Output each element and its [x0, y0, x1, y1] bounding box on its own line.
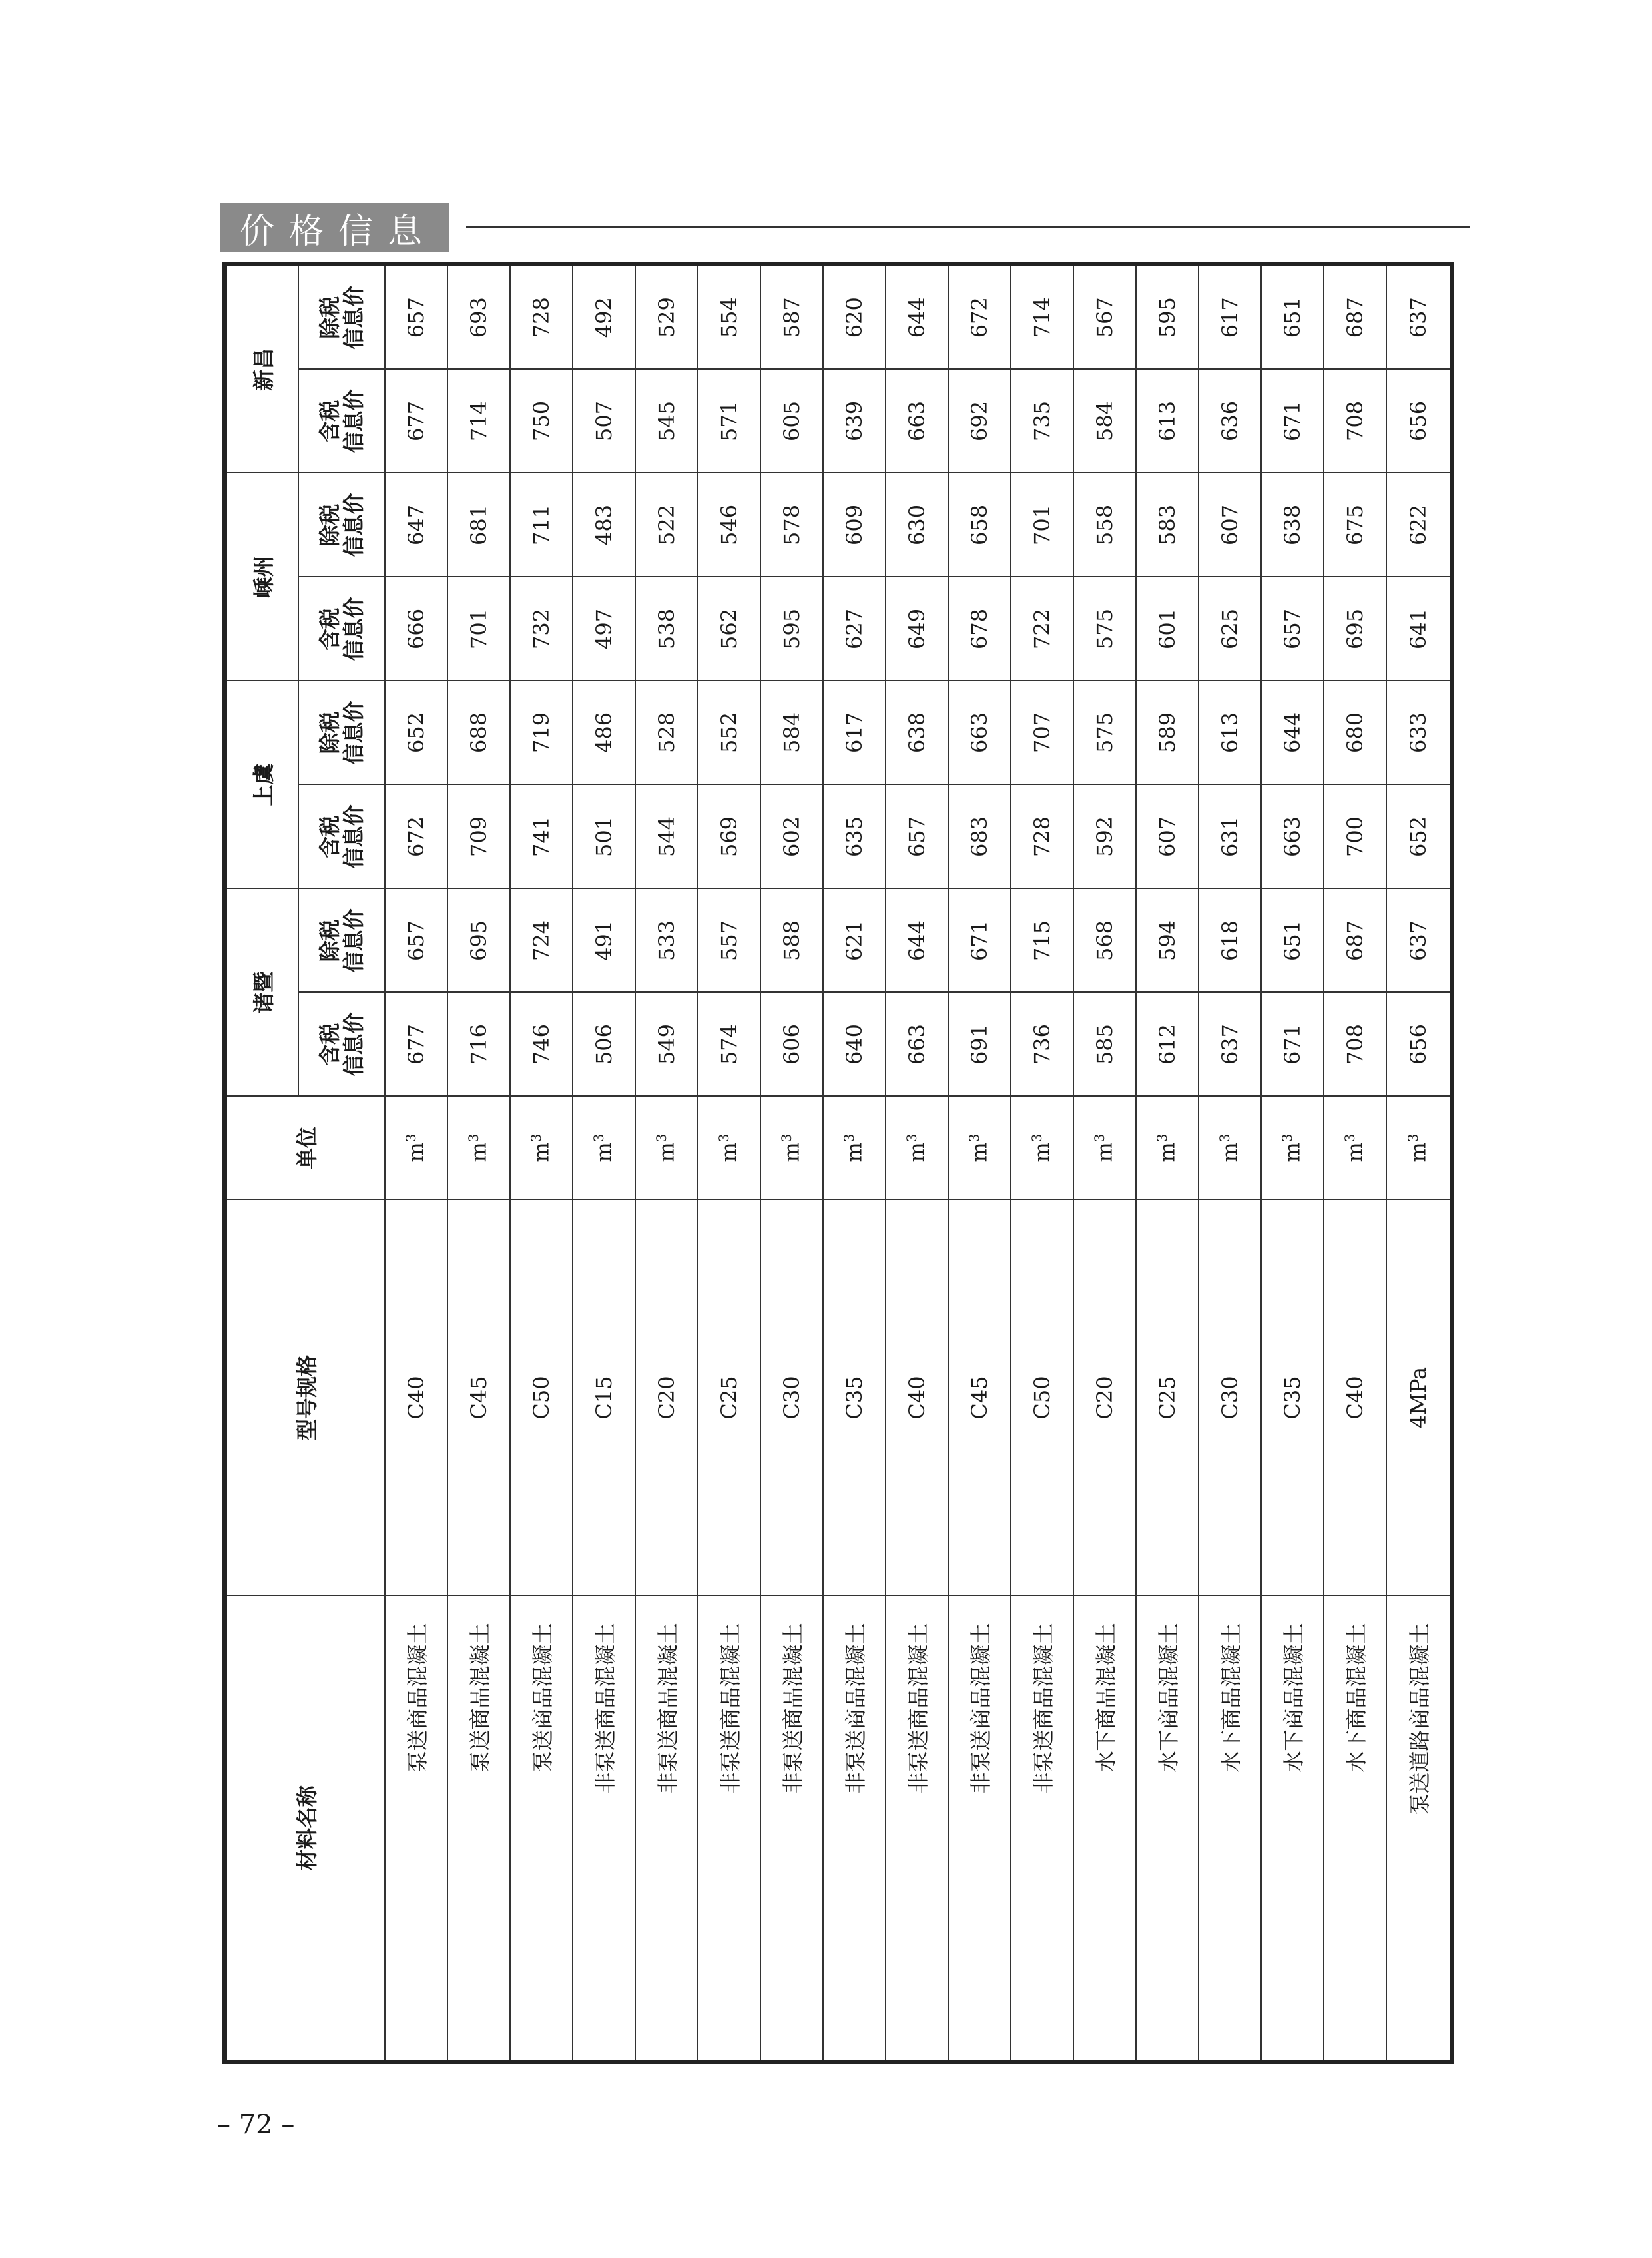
unit-base: m — [1279, 1142, 1305, 1163]
unit-base: m — [1091, 1142, 1117, 1163]
price-cell: 709 — [447, 784, 510, 888]
unit-exponent: 3 — [591, 1133, 607, 1143]
price-cell: 501 — [573, 784, 635, 888]
price-cell: 735 — [1011, 369, 1073, 473]
table-row — [1011, 264, 1073, 2062]
price-cell: 639 — [823, 369, 886, 473]
price-cell: 549 — [635, 993, 698, 1097]
header-tax-included — [298, 369, 385, 473]
price-cell: 651 — [1261, 888, 1324, 992]
unit-exponent: 3 — [966, 1133, 983, 1143]
header-text: 含税 — [316, 815, 342, 858]
price-cell: 587 — [760, 264, 823, 369]
price-cell: 636 — [1199, 369, 1261, 473]
price-cell: 695 — [447, 888, 510, 992]
spec-cell: C15 — [573, 1200, 635, 1596]
unit-exponent: 3 — [1154, 1133, 1171, 1143]
price-cell: 533 — [635, 888, 698, 992]
price-cell: 594 — [1136, 888, 1199, 992]
price-cell: 722 — [1011, 577, 1073, 681]
price-cell: 557 — [698, 888, 760, 992]
unit-cell — [1386, 1097, 1452, 1200]
price-cell: 609 — [823, 473, 886, 577]
spec-cell: C25 — [698, 1200, 760, 1596]
price-cell: 595 — [760, 577, 823, 681]
material-name: 水下商品混凝土 — [1324, 1596, 1386, 2062]
material-name: 非泵送商品混凝土 — [698, 1596, 760, 2062]
table-row — [573, 264, 635, 2062]
header-tax-excluded — [298, 473, 385, 577]
price-cell: 657 — [1261, 577, 1324, 681]
price-cell: 657 — [385, 264, 447, 369]
price-cell: 672 — [385, 784, 447, 888]
price-cell: 635 — [823, 784, 886, 888]
unit-base: m — [465, 1142, 491, 1163]
header-rule — [466, 226, 1470, 228]
price-cell: 569 — [698, 784, 760, 888]
unit-base: m — [403, 1142, 429, 1163]
unit-base: m — [1342, 1142, 1368, 1163]
price-cell: 687 — [1324, 888, 1386, 992]
header-tax-excluded — [298, 681, 385, 784]
price-cell: 627 — [823, 577, 886, 681]
price-cell: 707 — [1011, 681, 1073, 784]
price-cell: 715 — [1011, 888, 1073, 992]
unit-exponent: 3 — [778, 1133, 795, 1143]
price-cell: 578 — [760, 473, 823, 577]
spec-cell: C25 — [1136, 1200, 1199, 1596]
price-cell: 663 — [886, 993, 948, 1097]
unit-exponent: 3 — [904, 1133, 920, 1143]
unit-base: m — [1217, 1142, 1242, 1163]
unit-exponent: 3 — [1279, 1133, 1296, 1143]
header-text: 除税 — [316, 711, 342, 754]
price-cell: 507 — [573, 369, 635, 473]
price-cell: 741 — [510, 784, 573, 888]
unit-base: m — [1406, 1142, 1432, 1163]
price-cell: 506 — [573, 993, 635, 1097]
price-cell: 675 — [1324, 473, 1386, 577]
spec-cell: C30 — [760, 1200, 823, 1596]
spec-cell: C45 — [948, 1200, 1011, 1596]
header-text: 除税 — [316, 503, 342, 547]
unit-cell — [573, 1097, 635, 1200]
price-cell: 637 — [1386, 888, 1452, 992]
header-text: 信息价 — [340, 597, 366, 661]
price-cell: 602 — [760, 784, 823, 888]
material-name: 非泵送商品混凝土 — [760, 1596, 823, 2062]
price-cell: 678 — [948, 577, 1011, 681]
header-text: 除税 — [316, 296, 342, 339]
material-name: 泵送商品混凝土 — [510, 1596, 573, 2062]
unit-base: m — [841, 1142, 867, 1163]
unit-base: m — [1154, 1142, 1180, 1163]
header-material-name: 材料名称 — [225, 1596, 385, 2062]
price-cell: 601 — [1136, 577, 1199, 681]
price-cell: 622 — [1386, 473, 1452, 577]
unit-cell — [948, 1097, 1011, 1200]
price-cell: 631 — [1199, 784, 1261, 888]
unit-exponent: 3 — [1217, 1133, 1233, 1143]
price-cell: 567 — [1073, 264, 1136, 369]
price-cell: 714 — [447, 369, 510, 473]
spec-cell: C20 — [635, 1200, 698, 1596]
price-cell: 607 — [1199, 473, 1261, 577]
price-cell: 568 — [1073, 888, 1136, 992]
unit-base: m — [966, 1142, 992, 1163]
header-text: 信息价 — [340, 389, 366, 453]
price-cell: 640 — [823, 993, 886, 1097]
header-text: 信息价 — [340, 493, 366, 557]
price-cell: 641 — [1386, 577, 1452, 681]
material-name: 泵送道路商品混凝土 — [1386, 1596, 1452, 2062]
price-cell: 592 — [1073, 784, 1136, 888]
unit-cell — [886, 1097, 948, 1200]
price-cell: 638 — [886, 681, 948, 784]
spec-cell: C35 — [1261, 1200, 1324, 1596]
price-cell: 486 — [573, 681, 635, 784]
price-cell: 620 — [823, 264, 886, 369]
header-text: 信息价 — [340, 908, 366, 973]
unit-exponent: 3 — [1342, 1133, 1358, 1143]
header-tax-included — [298, 993, 385, 1097]
price-cell: 522 — [635, 473, 698, 577]
material-name: 水下商品混凝土 — [1261, 1596, 1324, 2062]
price-cell: 681 — [447, 473, 510, 577]
material-name: 水下商品混凝土 — [1199, 1596, 1261, 2062]
price-table-frame — [222, 266, 1454, 2064]
price-cell: 575 — [1073, 681, 1136, 784]
price-cell: 663 — [948, 681, 1011, 784]
table-row — [698, 264, 760, 2062]
unit-exponent: 3 — [465, 1133, 482, 1143]
header-text: 含税 — [316, 607, 342, 651]
spec-cell: C30 — [1199, 1200, 1261, 1596]
price-cell: 595 — [1136, 264, 1199, 369]
header-region-shangyu: 上虞 — [225, 681, 298, 888]
price-cell: 701 — [447, 577, 510, 681]
price-cell: 644 — [886, 888, 948, 992]
header-region-xinchang: 新昌 — [225, 264, 298, 473]
price-cell: 584 — [760, 681, 823, 784]
price-cell: 701 — [1011, 473, 1073, 577]
price-cell: 656 — [1386, 369, 1452, 473]
unit-exponent: 3 — [716, 1133, 732, 1143]
header-text: 信息价 — [340, 804, 366, 869]
unit-cell — [447, 1097, 510, 1200]
price-cell: 637 — [1199, 993, 1261, 1097]
unit-base: m — [778, 1142, 804, 1163]
header-tax-excluded — [298, 264, 385, 369]
spec-cell: C40 — [1324, 1200, 1386, 1596]
price-cell: 617 — [823, 681, 886, 784]
spec-cell: C50 — [510, 1200, 573, 1596]
table-row — [1136, 264, 1199, 2062]
price-cell: 491 — [573, 888, 635, 992]
price-cell: 644 — [1261, 681, 1324, 784]
page-number: – 72 – — [217, 2110, 295, 2140]
price-cell: 656 — [1386, 993, 1452, 1097]
price-cell: 716 — [447, 993, 510, 1097]
price-cell: 544 — [635, 784, 698, 888]
price-cell: 746 — [510, 993, 573, 1097]
table-row — [447, 264, 510, 2062]
spec-cell: C20 — [1073, 1200, 1136, 1596]
unit-exponent: 3 — [841, 1133, 858, 1143]
price-cell: 708 — [1324, 369, 1386, 473]
price-cell: 607 — [1136, 784, 1199, 888]
price-cell: 663 — [886, 369, 948, 473]
price-cell: 691 — [948, 993, 1011, 1097]
material-name: 非泵送商品混凝土 — [823, 1596, 886, 2062]
table-row — [510, 264, 573, 2062]
unit-base: m — [528, 1142, 554, 1163]
material-name: 非泵送商品混凝土 — [1011, 1596, 1073, 2062]
price-cell: 558 — [1073, 473, 1136, 577]
price-cell: 621 — [823, 888, 886, 992]
price-cell: 719 — [510, 681, 573, 784]
unit-cell — [635, 1097, 698, 1200]
spec-cell: C40 — [886, 1200, 948, 1596]
price-cell: 617 — [1199, 264, 1261, 369]
table-row — [1386, 264, 1452, 2062]
table-row — [635, 264, 698, 2062]
unit-base: m — [591, 1142, 617, 1163]
price-cell: 571 — [698, 369, 760, 473]
price-cell: 728 — [1011, 784, 1073, 888]
price-cell: 711 — [510, 473, 573, 577]
price-cell: 492 — [573, 264, 635, 369]
unit-cell — [1011, 1097, 1073, 1200]
unit-base: m — [1029, 1142, 1055, 1163]
price-cell: 651 — [1261, 264, 1324, 369]
price-cell: 638 — [1261, 473, 1324, 577]
price-cell: 680 — [1324, 681, 1386, 784]
price-cell: 583 — [1136, 473, 1199, 577]
price-cell: 677 — [385, 369, 447, 473]
unit-cell — [1324, 1097, 1386, 1200]
unit-cell — [1136, 1097, 1199, 1200]
header-unit: 单位 — [225, 1097, 385, 1200]
price-cell: 687 — [1324, 264, 1386, 369]
spec-cell: C40 — [385, 1200, 447, 1596]
price-cell: 708 — [1324, 993, 1386, 1097]
price-cell: 732 — [510, 577, 573, 681]
header-region-zhuji: 诸暨 — [225, 888, 298, 1096]
price-cell: 585 — [1073, 993, 1136, 1097]
table-row — [1261, 264, 1324, 2062]
price-cell: 652 — [385, 681, 447, 784]
material-name: 泵送商品混凝土 — [385, 1596, 447, 2062]
price-cell: 688 — [447, 681, 510, 784]
header-text: 含税 — [316, 400, 342, 443]
table-row — [823, 264, 886, 2062]
price-cell: 630 — [886, 473, 948, 577]
section-title: 价格信息 — [220, 203, 449, 252]
price-cell: 672 — [948, 264, 1011, 369]
unit-exponent: 3 — [1091, 1133, 1108, 1143]
header-region-shengzhou: 嵊州 — [225, 473, 298, 681]
header-tax-excluded — [298, 888, 385, 992]
unit-base: m — [904, 1142, 930, 1163]
unit-cell — [385, 1097, 447, 1200]
unit-cell — [1073, 1097, 1136, 1200]
unit-cell — [1261, 1097, 1324, 1200]
unit-base: m — [653, 1142, 679, 1163]
price-cell: 700 — [1324, 784, 1386, 888]
price-cell: 528 — [635, 681, 698, 784]
price-cell: 605 — [760, 369, 823, 473]
price-cell: 562 — [698, 577, 760, 681]
price-cell: 671 — [1261, 369, 1324, 473]
price-cell: 552 — [698, 681, 760, 784]
material-name: 非泵送商品混凝土 — [635, 1596, 698, 2062]
price-cell: 658 — [948, 473, 1011, 577]
price-cell: 649 — [886, 577, 948, 681]
table-row — [385, 264, 447, 2062]
price-cell: 637 — [1386, 264, 1452, 369]
table-row — [948, 264, 1011, 2062]
price-cell: 644 — [886, 264, 948, 369]
header-text: 含税 — [316, 1023, 342, 1066]
price-cell: 666 — [385, 577, 447, 681]
unit-exponent: 3 — [1029, 1133, 1045, 1143]
price-cell: 546 — [698, 473, 760, 577]
table-row — [1199, 264, 1261, 2062]
price-cell: 538 — [635, 577, 698, 681]
table-body — [385, 264, 1452, 2062]
spec-cell: C45 — [447, 1200, 510, 1596]
price-cell: 618 — [1199, 888, 1261, 992]
header-text: 除税 — [316, 919, 342, 962]
price-cell: 575 — [1073, 577, 1136, 681]
price-table — [222, 262, 1454, 2064]
price-cell: 625 — [1199, 577, 1261, 681]
unit-cell — [760, 1097, 823, 1200]
price-cell: 736 — [1011, 993, 1073, 1097]
price-cell: 545 — [635, 369, 698, 473]
header-text: 信息价 — [340, 285, 366, 350]
price-cell: 657 — [886, 784, 948, 888]
price-cell: 574 — [698, 993, 760, 1097]
table-row — [1073, 264, 1136, 2062]
price-cell: 728 — [510, 264, 573, 369]
price-cell: 612 — [1136, 993, 1199, 1097]
material-name: 非泵送商品混凝土 — [886, 1596, 948, 2062]
header-text: 信息价 — [340, 701, 366, 765]
material-name: 水下商品混凝土 — [1136, 1596, 1199, 2062]
unit-base: m — [716, 1142, 742, 1163]
price-cell: 497 — [573, 577, 635, 681]
price-cell: 588 — [760, 888, 823, 992]
table-row — [760, 264, 823, 2062]
price-cell: 652 — [1386, 784, 1452, 888]
price-cell: 695 — [1324, 577, 1386, 681]
unit-exponent: 3 — [653, 1133, 670, 1143]
material-name: 非泵送商品混凝土 — [948, 1596, 1011, 2062]
unit-exponent: 3 — [528, 1133, 545, 1143]
unit-exponent: 3 — [1405, 1133, 1422, 1143]
material-name: 水下商品混凝土 — [1073, 1596, 1136, 2062]
price-cell: 529 — [635, 264, 698, 369]
price-cell: 613 — [1199, 681, 1261, 784]
material-name: 泵送商品混凝土 — [447, 1596, 510, 2062]
price-cell: 554 — [698, 264, 760, 369]
unit-cell — [698, 1097, 760, 1200]
unit-exponent: 3 — [403, 1133, 419, 1143]
price-cell: 671 — [1261, 993, 1324, 1097]
unit-cell — [510, 1097, 573, 1200]
price-cell: 663 — [1261, 784, 1324, 888]
price-cell: 692 — [948, 369, 1011, 473]
spec-cell: C50 — [1011, 1200, 1073, 1596]
unit-cell — [1199, 1097, 1261, 1200]
table-row — [1324, 264, 1386, 2062]
price-cell: 750 — [510, 369, 573, 473]
unit-cell — [823, 1097, 886, 1200]
price-cell: 677 — [385, 993, 447, 1097]
material-name: 非泵送商品混凝土 — [573, 1596, 635, 2062]
spec-cell: C35 — [823, 1200, 886, 1596]
rotated-table-container — [222, 266, 1454, 2064]
header-text: 信息价 — [340, 1012, 366, 1077]
header-tax-included — [298, 577, 385, 681]
price-cell: 671 — [948, 888, 1011, 992]
price-cell: 613 — [1136, 369, 1199, 473]
header-spec: 型号规格 — [225, 1200, 385, 1596]
spec-cell: 4MPa — [1386, 1200, 1452, 1596]
price-cell: 483 — [573, 473, 635, 577]
price-cell: 647 — [385, 473, 447, 577]
price-cell: 589 — [1136, 681, 1199, 784]
price-cell: 584 — [1073, 369, 1136, 473]
price-cell: 693 — [447, 264, 510, 369]
price-cell: 606 — [760, 993, 823, 1097]
header-tax-included — [298, 784, 385, 888]
price-cell: 714 — [1011, 264, 1073, 369]
price-cell: 724 — [510, 888, 573, 992]
table-row — [886, 264, 948, 2062]
price-cell: 683 — [948, 784, 1011, 888]
price-cell: 657 — [385, 888, 447, 992]
price-cell: 633 — [1386, 681, 1452, 784]
